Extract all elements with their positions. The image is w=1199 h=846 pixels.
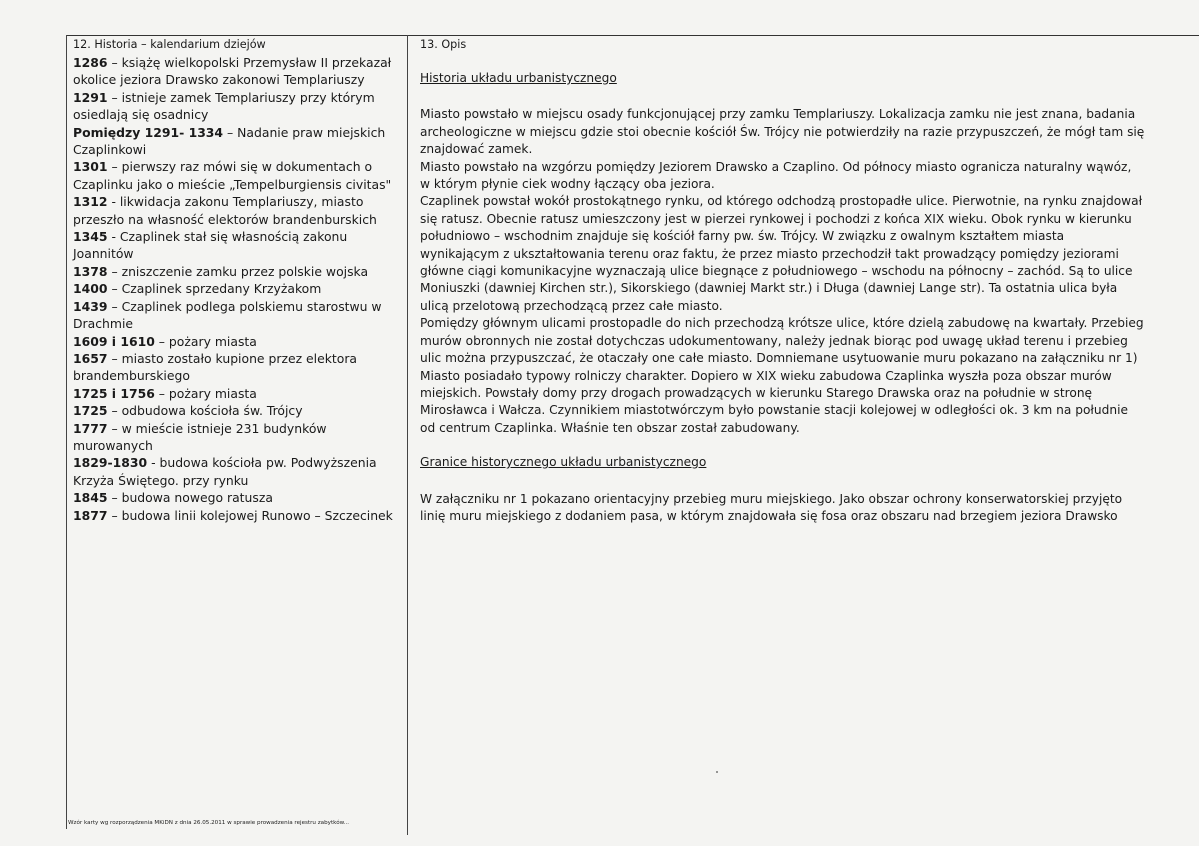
chronology-entry [73,228,403,263]
entry-text: – odbudowa kościoła św. Trójcy [107,403,303,419]
entry-text: – budowa linii kolejowej Runowo – Szczecinek [107,507,393,523]
chronology-entry [73,420,403,455]
chronology-entry [73,350,403,385]
boundaries-text: W załączniku nr 1 pokazano orientacyjny przebieg muru miejskiego. Jako obszar ochrony konserwatorskiej przyjęto linię muru miejskiego z dodaniem pasa, w którym znajdowała się fosa oraz obszaru nad brzegiem jeziora Drawsko [420,491,1123,523]
chronology-entry [73,489,403,506]
chronology-entry [73,124,403,159]
description-heading: 13. Opis [420,38,467,51]
frame-left-line [66,35,67,829]
footer-note: Wzór karty wg rozporządzenia MKiDN z dnia 26.05.2011 w sprawie prowadzenia rejestru zabytków... [68,820,350,826]
entry-text: – budowa nowego ratusza [107,490,273,506]
frame-top-line [66,35,1199,36]
entry-year: Pomiędzy 1291- 1334 [73,124,224,140]
chronology-entry [73,89,403,124]
chronology-entry [73,280,403,297]
chronology-heading: 12. Historia – kalendarium dziejów [73,38,266,51]
entry-year: 1378 [73,263,108,279]
entry-year: 1877 [73,507,108,523]
chronology-entry [73,333,403,350]
entry-text: - Czaplinek stał się własnością zakonu Joannitów [73,229,348,262]
entry-text: – w mieście istnieje 231 budynków murowanych [73,420,327,453]
chronology-entry [73,454,403,489]
chronology-entry [73,298,403,333]
entry-text: – zniszczenie zamku przez polskie wojska [107,263,369,279]
section-title-urban-history: Historia układu urbanistycznego [420,71,617,85]
entry-text: – pożary miasta [154,333,257,349]
chronology-entry [73,402,403,419]
entry-text: – pożary miasta [154,385,257,401]
entry-year: 1829-1830 [73,455,148,471]
scan-speck [716,771,718,773]
entry-text: – istnieje zamek Templariuszy przy którym osiedlają się osadnicy [73,89,375,123]
chronology-entry [73,507,403,524]
entry-text: – książę wielkopolski Przemysław II przekazał okolice jeziora Drawsko zakonowi Templariuszy [73,55,392,88]
entry-text: – Nadanie praw miejskich Czaplinkowi [73,124,386,158]
paragraph: Pomiędzy głównym ulicami prostopadle do nich przechodzą krótsze ulice, które dzielą zabudowę na kwartały. Przebieg murów obronnych nie został dotychczas udokumentowany, należy jednak biorąc pod uwagę układ terenu i przebieg ulic można przypuszczać, że otaczały one całe miasto. Domniemane usytuowanie muru pokazano na załączniku nr 1) [420,316,1144,366]
entry-text: – pierwszy raz mówi się w dokumentach o Czaplinku jako o mieście „Tempelburgiensis civitas" [73,159,392,192]
entry-text: - budowa kościoła pw. Podwyższenia Krzyża Świętego. przy rynku [73,455,377,488]
entry-year: 1301 [73,159,108,175]
entry-year: 1345 [73,229,108,245]
entry-year: 1312 [73,194,108,210]
chronology-entry [73,193,403,228]
entry-year: 1609 i 1610 [73,333,155,349]
entry-text: - likwidacja zakonu Templariuszy, miasto przeszło na własność elektorów brandenburskich [73,194,377,227]
paragraph: Miasto powstało w miejscu osady funkcjonującej przy zamku Templariuszy. Lokalizacja zamku nie jest znana, badania archeologiczne w miejscu gdzie stoi obecnie kościół Św. Trójcy nie potwierdziły na razie przypuszczeń, że mógł tam się znajdować zamek. [420,107,1145,157]
chronology-column [73,38,403,524]
paragraph: Czaplinek powstał wokół prostokątnego rynku, od którego odchodzą prostopadłe ulice. Pierwotnie, na rynku znajdował się ratusz. Obecnie ratusz umieszczony jest w pierzei rynkowej i pochodzi z końca XIX wieku. Obok rynku w kierunku południowo – wschodnim znajduje się kościół farny pw. św. Trójcy. W związku z owalnym kształtem miasta wynikającym z ukształtowania terenu oraz faktu, że przez miasto przechodził takt prowadzący pomiędzy jeziorami główne ciągi komunikacyjne wyznaczają ulice biegnące z południowego – wschodu na północny – zachód. Są to ulice Moniuszki (dawniej Kirchen str.), Sikorskiego (dawniej Markt str.) i Długa (dawniej Lange str). Ta ostatnia ulica była ulicą przelotową przechodzącą przez całe miasto. [420,194,1143,313]
chronology-entry [73,158,403,193]
entry-year: 1725 [73,403,108,419]
description-column [420,38,1145,525]
chronology-entry [73,54,403,89]
entry-year: 1291 [73,89,108,105]
paragraph: Miasto posiadało typowy rolniczy charakter. Dopiero w XIX wieku zabudowa Czaplinka wyszła poza obszar murów miejskich. Powstały domy przy drogach prowadzących w kierunku Starego Drawska oraz na południe w stronę Mirosławca i Wałcza. Czynnikiem miastotwórczym było powstanie stacji kolejowej w odległości ok. 3 km na południe od centrum Czaplinka. Właśnie ten obszar został zabudowany. [420,368,1128,435]
entry-text: – Czaplinek podlega polskiemu starostwu w Drachmie [73,298,382,332]
urban-history-text [420,106,1145,437]
section-title-boundaries: Granice historycznego układu urbanistycznego [420,455,707,470]
chronology-list [73,54,403,524]
chronology-entry [73,263,403,280]
chronology-entry [73,385,403,402]
paragraph: Miasto powstało na wzgórzu pomiędzy Jeziorem Drawsko a Czaplino. Od północy miasto ogranicza naturalny wąwóz, w którym płynie ciek wodny łączący oba jeziora. [420,159,1132,192]
entry-year: 1777 [73,420,108,436]
column-divider [407,35,408,835]
entry-year: 1657 [73,350,108,366]
entry-text: – miasto zostało kupione przez elektora brandemburskiego [73,350,358,384]
entry-text: – Czaplinek sprzedany Krzyżakom [107,281,322,297]
entry-year: 1439 [73,298,108,314]
entry-year: 1286 [73,55,108,70]
entry-year: 1845 [73,490,108,506]
entry-year: 1400 [73,281,108,297]
entry-year: 1725 i 1756 [73,385,155,401]
